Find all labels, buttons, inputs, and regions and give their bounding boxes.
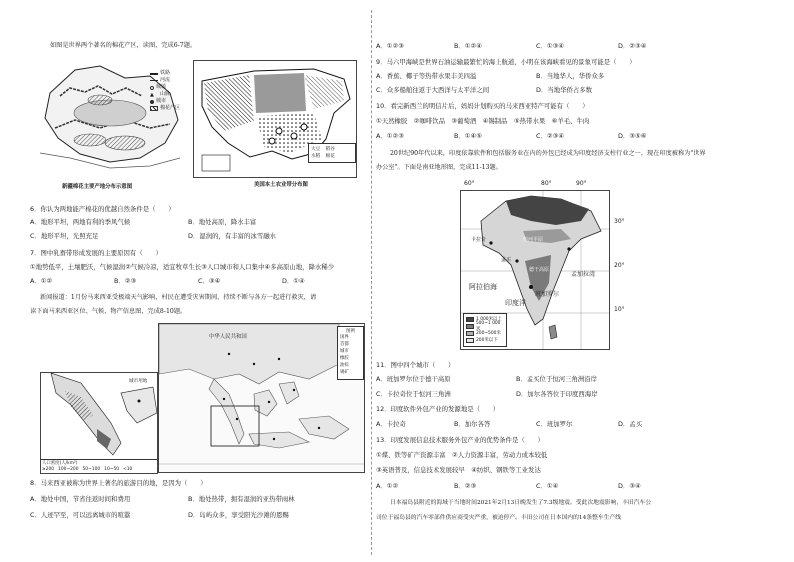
usa-agriculture-map xyxy=(193,60,357,178)
intro-q11-13-line2: 办公室"。下面是南亚地形图，完成11-13题。 xyxy=(376,164,502,171)
intro-q14-line2: 司位于福岛县的汽车零部件供应商受灾严重，被迫停产。丰田公司在日本国内的14条整车生产线 xyxy=(376,515,622,521)
q10-option-a[interactable]: A．①②③ xyxy=(376,132,404,140)
q13-option-a[interactable]: A．①② xyxy=(376,482,399,490)
q11-stem: 11．图中四个城市（ ） xyxy=(376,361,455,369)
q13-option-c[interactable]: C．①④ xyxy=(536,482,559,490)
map-label-china: 中华人民共和国 xyxy=(209,334,247,340)
q11-option-d[interactable]: D．加尔各答位于印度西海岸 xyxy=(516,390,598,398)
legend-cotton: 棉花产区 xyxy=(150,105,186,112)
caption-xinjiang: 新疆棉花主要产地分布示意图 xyxy=(62,184,133,190)
caption-usa: 美国本土农业带分布图 xyxy=(254,182,308,188)
south-asia-map xyxy=(460,190,610,350)
q12-stem: 12．印度软件外包产业的发源地是（ ） xyxy=(376,405,500,413)
q9-option-b[interactable]: B．当地华人，华侨众多 xyxy=(536,72,605,80)
label-bangalore: 班加罗尔 xyxy=(535,291,560,298)
q13-stem: 13．印度发展信息技术服务外包产业的优势条件是（ ） xyxy=(376,436,544,444)
q12-option-b[interactable]: B．加尔各答 xyxy=(454,420,491,428)
lat-20: 20° xyxy=(614,262,625,269)
mountain-icon: ▲ xyxy=(150,92,154,98)
q9-option-d[interactable]: D．当地华侨占多数 xyxy=(536,86,593,94)
legend-town: 城镇 xyxy=(150,84,186,91)
q11-option-c[interactable]: C．卡拉奇位于恒河三角洲 xyxy=(376,390,451,398)
southeast-asia-map xyxy=(158,323,365,473)
q7-option-d[interactable]: D．①④ xyxy=(282,277,305,285)
sea-legend-capital: 首都 xyxy=(340,342,349,348)
sea-legend-oilpalm: 油棕 xyxy=(340,363,349,369)
q8-statement-2: B．地处热带，拥有湿润的亚热带雨林 xyxy=(188,495,295,503)
xinjiang-legend xyxy=(148,68,188,114)
legend-river: 河流 xyxy=(150,77,186,84)
q6-option-c[interactable]: C．地形平坦，光照充足 xyxy=(30,232,99,240)
city-icon xyxy=(150,100,154,104)
q10-option-b[interactable]: B．①④⑤ xyxy=(454,132,482,140)
sea-legend-city: 城市 xyxy=(340,349,349,355)
sea-legend-rubber: 橡胶 xyxy=(340,356,349,362)
intro-q6-7: 如图是世界两个著名的棉花产区，读图，完成6-7题。 xyxy=(50,42,197,49)
q6-option-b[interactable]: B．地处高原，降水丰富 xyxy=(188,218,257,226)
q8-option-b[interactable]: B．①②④ xyxy=(454,42,482,50)
q6-stem: 6．你认为两地能产棉花的优越自然条件是（ ） xyxy=(30,205,175,213)
inset-scale-values: ≥200 100~200 50~100 10~50 <10 xyxy=(42,466,133,472)
q7-stem: 7．图中乳畜带形成发展的主要原因有（ ） xyxy=(30,249,162,257)
elev-200: 200米以下 xyxy=(466,337,504,344)
sea-legend-border: 国界 xyxy=(340,335,349,341)
legend-city: 城市 xyxy=(150,98,186,105)
town-icon xyxy=(150,86,154,90)
q12-option-d[interactable]: D．孟买 xyxy=(618,420,643,428)
lon-60: 60° xyxy=(464,180,475,187)
q7-statements: ①地势低平，土壤肥沃，气候湿润②气候冷凉，适宜牧草生长③人口城市和人口集中④多高原山地，降水稀少 xyxy=(30,263,335,271)
river-icon xyxy=(150,80,158,82)
right-column xyxy=(376,0,722,562)
intro-q8-10-line1: 新闻报道：1月份马来西亚受极端天气影响，村民在遭受灾害期间，持续不断与各方一起进行救灾，请 xyxy=(40,294,317,301)
q13-option-d[interactable]: D．③④ xyxy=(618,482,641,490)
column-divider xyxy=(371,10,372,555)
q9-option-c[interactable]: C．众多船舶往返于大西洋与太平洋之间 xyxy=(376,86,490,94)
q7-option-a[interactable]: A．①② xyxy=(30,277,53,285)
q7-option-b[interactable]: B．②③ xyxy=(114,277,137,285)
q10-stem: 10．看完新西兰的明信片后，妈妈计划购买的马来西亚特产可能有（ ） xyxy=(376,102,589,110)
elevation-legend xyxy=(463,313,507,347)
lon-90: 90° xyxy=(576,180,587,187)
usa-legend-soy: 大豆 稻谷 xyxy=(311,146,335,152)
label-deccan: 德干高原 xyxy=(529,267,550,273)
legend-mountain: ▲ 山脉 xyxy=(150,91,171,98)
q8-statement-4: D．岛屿众多，享受阳光沙滩的恩赐 xyxy=(188,511,289,519)
label-arabian-sea: 阿拉伯海 xyxy=(469,283,497,291)
q8-option-a[interactable]: A．①②③ xyxy=(376,42,404,50)
q8-stem: 8．马来西亚被称为世界上著名的旅游目的地，是因为（ ） xyxy=(30,479,207,487)
sea-map-svg xyxy=(159,324,365,473)
q8-statement-1: A．地处中国，节省往返时间和费用 xyxy=(30,495,131,503)
label-indian-ocean: 印度洋 xyxy=(505,299,526,307)
malaysia-population-inset xyxy=(40,372,158,474)
q11-option-a[interactable]: A．班加罗尔位于德干高原 xyxy=(376,375,451,383)
label-ganges-plain: 恒河平原 xyxy=(523,237,544,243)
sea-legend-title: 图例 xyxy=(346,329,355,334)
q12-option-a[interactable]: A．卡拉奇 xyxy=(376,420,406,428)
inset-scale-title: 人口密度(人/km²) xyxy=(42,461,78,466)
q8-option-c[interactable]: C．①③④ xyxy=(536,42,565,50)
usa-legend-rice: 水稻 棉花 xyxy=(311,153,335,159)
q9-option-a[interactable]: A．香蕉、椰子等热带水果丰美四溢 xyxy=(376,72,477,80)
q7-option-c[interactable]: C．③④ xyxy=(198,277,221,285)
lat-10: 10° xyxy=(614,306,625,313)
q13-statements-1: ①煤、铁等矿产资源丰富 ②人力资源丰富，劳动力成本较低 xyxy=(376,451,548,459)
inset-svg xyxy=(41,373,158,461)
q10-statements: ①天然橡胶 ②咖啡饮品 ③葡萄酒 ④锡制品 ⑤热带水果 ⑥羊毛、牛肉 xyxy=(376,117,590,125)
elev-500-1000: 500~1 000米 xyxy=(466,323,504,330)
q11-option-b[interactable]: B．孟买位于恒河三角洲沿岸 xyxy=(516,375,598,383)
sea-legend xyxy=(337,326,364,380)
usa-legend xyxy=(308,143,356,163)
left-column xyxy=(30,0,366,562)
elev-1000: 1 000米以上 xyxy=(466,316,504,323)
label-mumbai: 孟买 xyxy=(501,257,512,263)
q6-option-d[interactable]: D．湿润的，有丰富的冰雪融水 xyxy=(188,232,276,240)
q13-option-b[interactable]: B．②③ xyxy=(454,482,477,490)
intro-q11-13-line1: 20世纪90年代以来，印度依靠软件和包括服务业在内的外包已经成为印度经济支柱行业之一，现在印度被称为"世界 xyxy=(390,150,706,157)
intro-q8-10-line2: 读下面马来西亚区位、气候、物产信息图，完成8-10题。 xyxy=(30,308,187,315)
intro-q14-line1: 日本福岛县附近的海域于当地时间2021年2月13日晚发生了7.3级地震。受此次地震影响，丰田汽车公 xyxy=(390,500,652,506)
q10-option-c[interactable]: C．②③④ xyxy=(536,132,565,140)
xinjiang-cotton-map xyxy=(30,58,188,190)
label-bay-of-bengal: 孟加拉湾 xyxy=(571,271,596,278)
cotton-area-icon xyxy=(150,106,158,111)
inset-city-label: 城市用地 xyxy=(129,379,148,384)
lon-80: 80° xyxy=(541,180,552,187)
inset-scale xyxy=(41,459,158,473)
label-karachi: 卡拉奇 xyxy=(471,237,487,243)
railway-icon xyxy=(150,73,158,75)
q9-stem: 9．马六甲海峡是世界石油运输最繁忙的海上航道，小明在该海峡看见的景象可能是（ ） xyxy=(376,58,636,66)
sea-legend-tin: 锡矿 xyxy=(340,370,349,376)
q10-option-d[interactable]: D．③⑤⑥ xyxy=(618,132,647,140)
lat-30: 30° xyxy=(614,218,625,225)
legend-railway: 铁路 xyxy=(150,70,186,77)
q6-option-a[interactable]: A．地形平坦，两地有利的季风气候 xyxy=(30,218,131,226)
elev-200-500: 200~500米 xyxy=(466,330,504,337)
q12-option-c[interactable]: C．班加罗尔 xyxy=(536,420,573,428)
q8-option-d[interactable]: D．②③④ xyxy=(618,42,647,50)
q13-statements-2: ③英语普及，信息技术发展较早 ④纺织、钢铁等工业发达 xyxy=(376,466,541,474)
q8-statement-3: C．人迹罕至，可以远离城市的喧嚣 xyxy=(30,511,131,519)
